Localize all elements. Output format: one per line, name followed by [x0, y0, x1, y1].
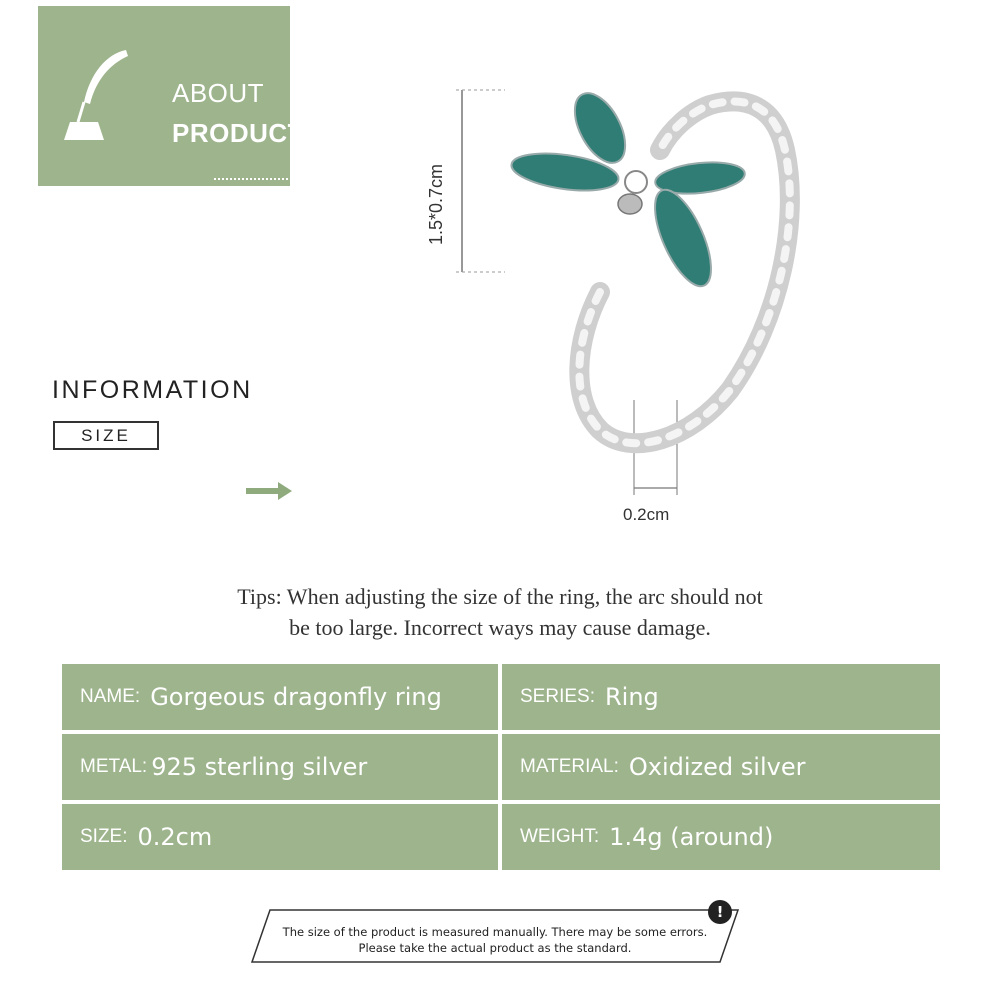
measurement-disclaimer: [250, 908, 740, 964]
spec-value: Ring: [604, 683, 659, 711]
spec-value: Gorgeous dragonfly ring: [150, 683, 442, 711]
right-arrow-icon: [246, 481, 294, 501]
tips-line-2: be too large. Incorrect ways may cause damage.: [289, 615, 711, 640]
product-spec-table: [62, 664, 940, 874]
about-heading-line2: PRODUCT: [172, 118, 305, 148]
band-width-label: 0.2cm: [623, 505, 670, 524]
dotted-divider: [214, 178, 312, 180]
spec-cell-name: [62, 664, 498, 730]
spec-value: 1.4g (around): [609, 823, 774, 851]
about-heading-line1: ABOUT: [172, 78, 265, 108]
spec-cell-material: [502, 734, 940, 800]
spec-value: 0.2cm: [137, 823, 213, 851]
spec-cell-series: [502, 664, 940, 730]
size-label-box: SIZE: [53, 421, 159, 450]
disclaimer-line-1: The size of the product is measured manually. There may be some errors.: [282, 925, 708, 939]
tips-line-1: Tips: When adjusting the size of the ring, the arc should not: [237, 584, 763, 609]
exclamation-icon: !: [708, 900, 732, 924]
spec-cell-weight: [502, 804, 940, 870]
spec-key: SIZE:: [80, 826, 128, 847]
spec-key: WEIGHT:: [520, 826, 600, 847]
height-dimension-label: 1.5*0.7cm: [426, 163, 446, 245]
spec-cell-size: [62, 804, 498, 870]
quill-inkwell-icon: [56, 44, 146, 144]
spec-key: MATERIAL:: [520, 756, 619, 777]
spec-key: METAL:: [80, 756, 148, 777]
disclaimer-line-2: Please take the actual product as the standard.: [358, 941, 632, 955]
spec-cell-metal: [62, 734, 498, 800]
spec-key: SERIES:: [520, 686, 595, 707]
spec-key: NAME:: [80, 686, 141, 707]
information-heading: INFORMATION: [52, 376, 253, 404]
about-product-banner: [38, 6, 305, 186]
dragonfly-ring-image: [440, 80, 820, 530]
spec-value: Oxidized silver: [628, 753, 806, 781]
spec-value: 925 sterling silver: [151, 753, 368, 781]
